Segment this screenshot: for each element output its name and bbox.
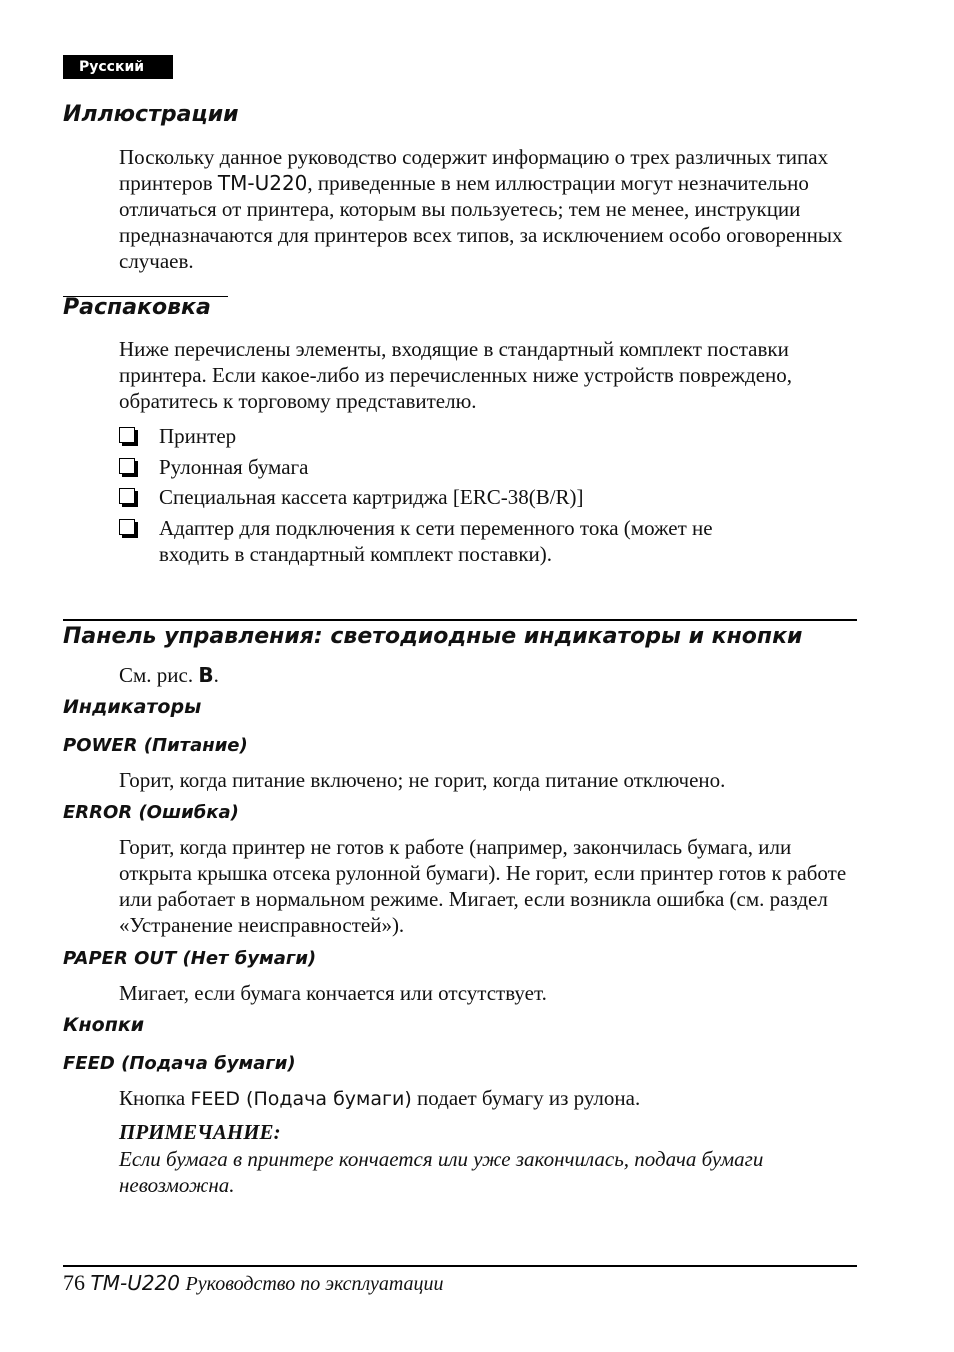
indicator-heading-power: POWER (Питание) <box>63 735 248 756</box>
figure-ref-suffix: . <box>213 663 219 687</box>
footer-model: TM-U220 <box>90 1271 181 1295</box>
checkbox-bullet-icon <box>119 519 135 535</box>
page-number: 76 <box>63 1270 85 1295</box>
feed-text-prefix: Кнопка <box>119 1086 191 1110</box>
list-item-text: Принтер <box>159 424 237 448</box>
indicator-heading-error: ERROR (Ошибка) <box>63 802 239 823</box>
illustrations-text-end: , приведенные в нем иллюстрации могут незначительно отличаться от принтера, которым вы пользуетесь; тем не менее, инструкции предназначаются для принтеров всех типов, за исключением особо оговоренных случаев. <box>119 171 843 273</box>
list-item-text: Рулонная бумага <box>159 455 309 479</box>
button-heading-feed: FEED (Подача бумаги) <box>63 1053 296 1074</box>
panel-figure-ref <box>119 662 864 688</box>
list-item-text: Адаптер для подключения к сети переменного тока (может не входить в стандартный комплект поставки). <box>159 516 713 566</box>
section-heading-unpacking: Распаковка <box>63 295 211 320</box>
figure-ref-letter: B <box>198 663 214 687</box>
checkbox-bullet-icon <box>119 488 135 504</box>
unpacking-paragraph: Ниже перечислены элементы, входящие в стандартный комплект поставки принтера. Если какое-либо из перечисленных ниже устройств повреждено, обратитесь к торговому представителю. <box>119 337 793 413</box>
page-footer <box>63 1270 444 1296</box>
footer-rule <box>63 1265 857 1267</box>
checkbox-bullet-icon <box>119 427 135 443</box>
note-title: ПРИМЕЧАНИЕ: <box>119 1120 281 1144</box>
feed-text-suffix: подает бумагу из рулона. <box>411 1086 641 1110</box>
illustrations-paragraph <box>119 144 864 274</box>
figure-ref-prefix: См. рис. <box>119 663 199 687</box>
section-heading-illustrations: Иллюстрации <box>63 102 239 127</box>
button-text-feed <box>119 1085 864 1112</box>
footer-title: Руководство по эксплуатации <box>185 1273 444 1295</box>
checkbox-bullet-icon <box>119 458 135 474</box>
illustrations-text-start: Поскольку данное руководство содержит информацию о трех различных типах принтеров <box>119 145 829 195</box>
subsection-heading-buttons: Кнопки <box>63 1014 145 1036</box>
section-heading-panel: Панель управления: светодиодные индикаторы и кнопки <box>63 624 803 649</box>
feed-button-name: FEED (Подача бумаги) <box>190 1088 412 1110</box>
section-rule-panel <box>63 619 857 621</box>
language-tag: Русский <box>63 55 173 79</box>
note-text: Если бумага в принтере кончается или уже закончилась, подача бумаги невозможна. <box>119 1147 764 1197</box>
indicator-text-power: Горит, когда питание включено; не горит, когда питание отключено. <box>119 768 726 792</box>
indicator-text-paper-out: Мигает, если бумага кончается или отсутствует. <box>119 981 547 1005</box>
illustrations-model: TM-U220 <box>217 171 308 195</box>
list-item-text: Специальная кассета картриджа [ERC-38(B/R)] <box>159 485 584 509</box>
subsection-heading-indicators: Индикаторы <box>63 696 202 718</box>
indicator-heading-paper-out: PAPER OUT (Нет бумаги) <box>63 948 317 969</box>
indicator-text-error: Горит, когда принтер не готов к работе (например, закончилась бумага, или открыта крышка отсека рулонной бумаги). Не горит, если принтер готов к работе или работает в нормальном режиме. Мигает, если возникла ошибка (см. раздел «Устранение неисправностей»). <box>119 835 847 937</box>
